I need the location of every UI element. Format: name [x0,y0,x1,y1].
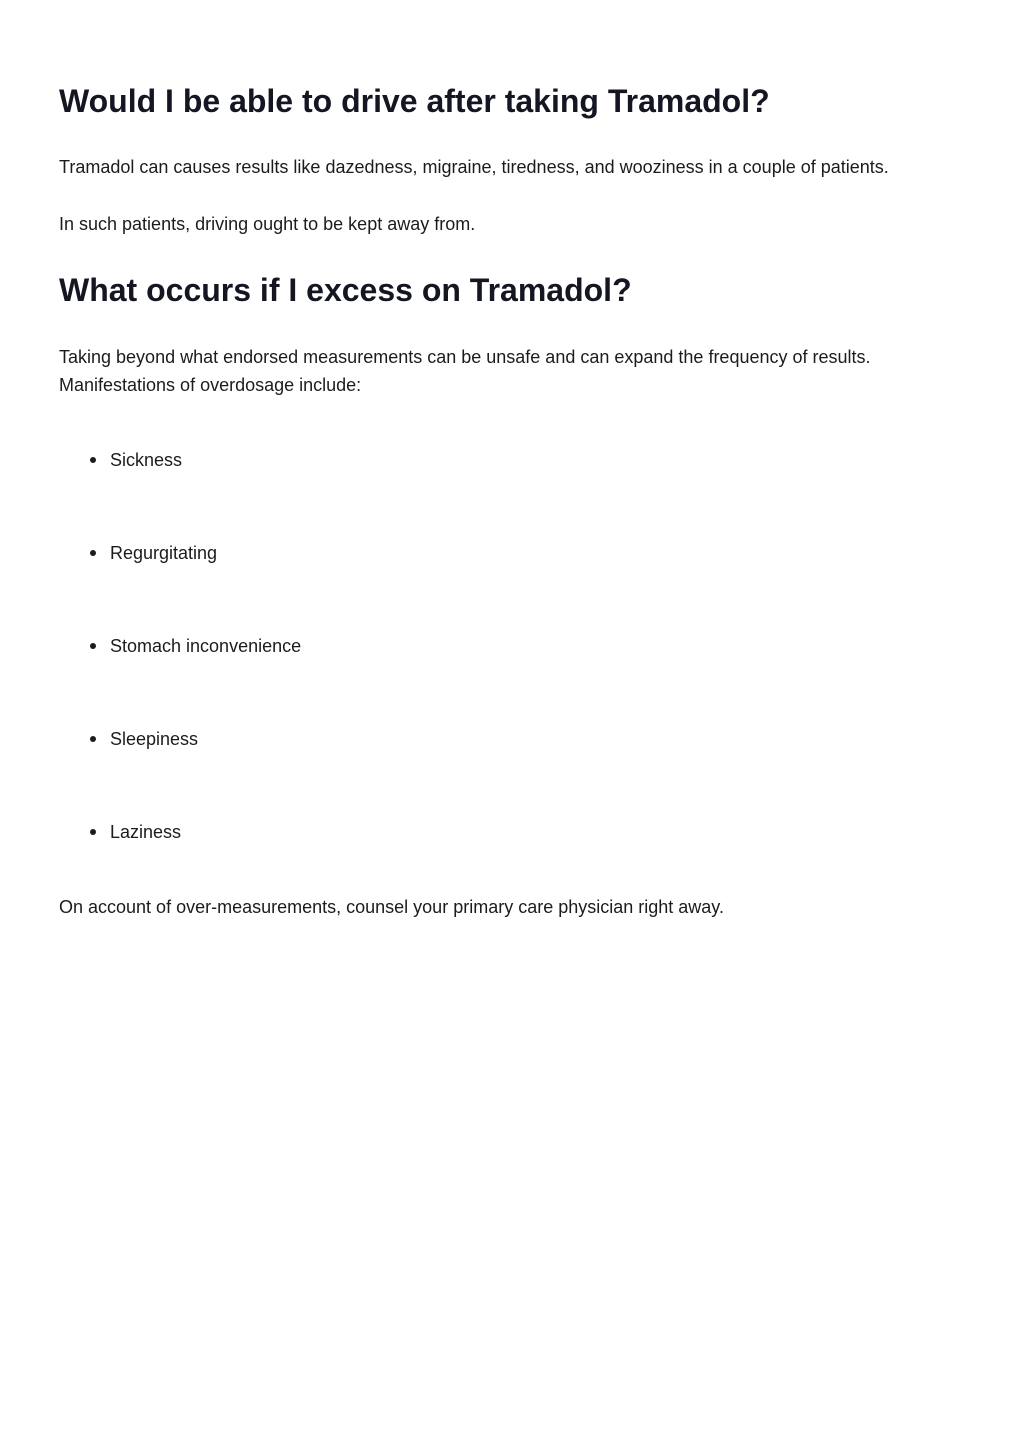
paragraph-overdose-advice: On account of over-measurements, counsel your primary care physician right away. [59,897,724,917]
bullet-icon [90,550,96,556]
bullet-icon [90,736,96,742]
list-item [110,539,217,567]
list-item [110,818,181,846]
paragraph-overdose-intro: Taking beyond what endorsed measurements can be unsafe and can expand the frequency of results. Manifestations of overdosage include: [59,347,871,395]
list-item-label: Sickness [110,450,183,470]
paragraph-driving-advice: In such patients, driving ought to be kept away from. [59,214,476,234]
list-item-label: Regurgitating [110,543,218,563]
list-item-label: Sleepiness [110,729,199,749]
list-item-label: Laziness [110,822,182,842]
paragraph-side-effects: Tramadol can causes results like dazedness, migraine, tiredness, and wooziness in a couple of patients. [59,157,889,177]
bullet-icon [90,643,96,649]
list-item [110,632,301,660]
list-item [110,725,198,753]
bullet-icon [90,457,96,463]
list-item-label: Stomach inconvenience [110,636,302,656]
section-heading-driving: Would I be able to drive after taking Tramadol? [59,83,770,119]
list-item [110,446,182,474]
section-heading-overdose: What occurs if I excess on Tramadol? [59,272,632,308]
bullet-icon [90,829,96,835]
